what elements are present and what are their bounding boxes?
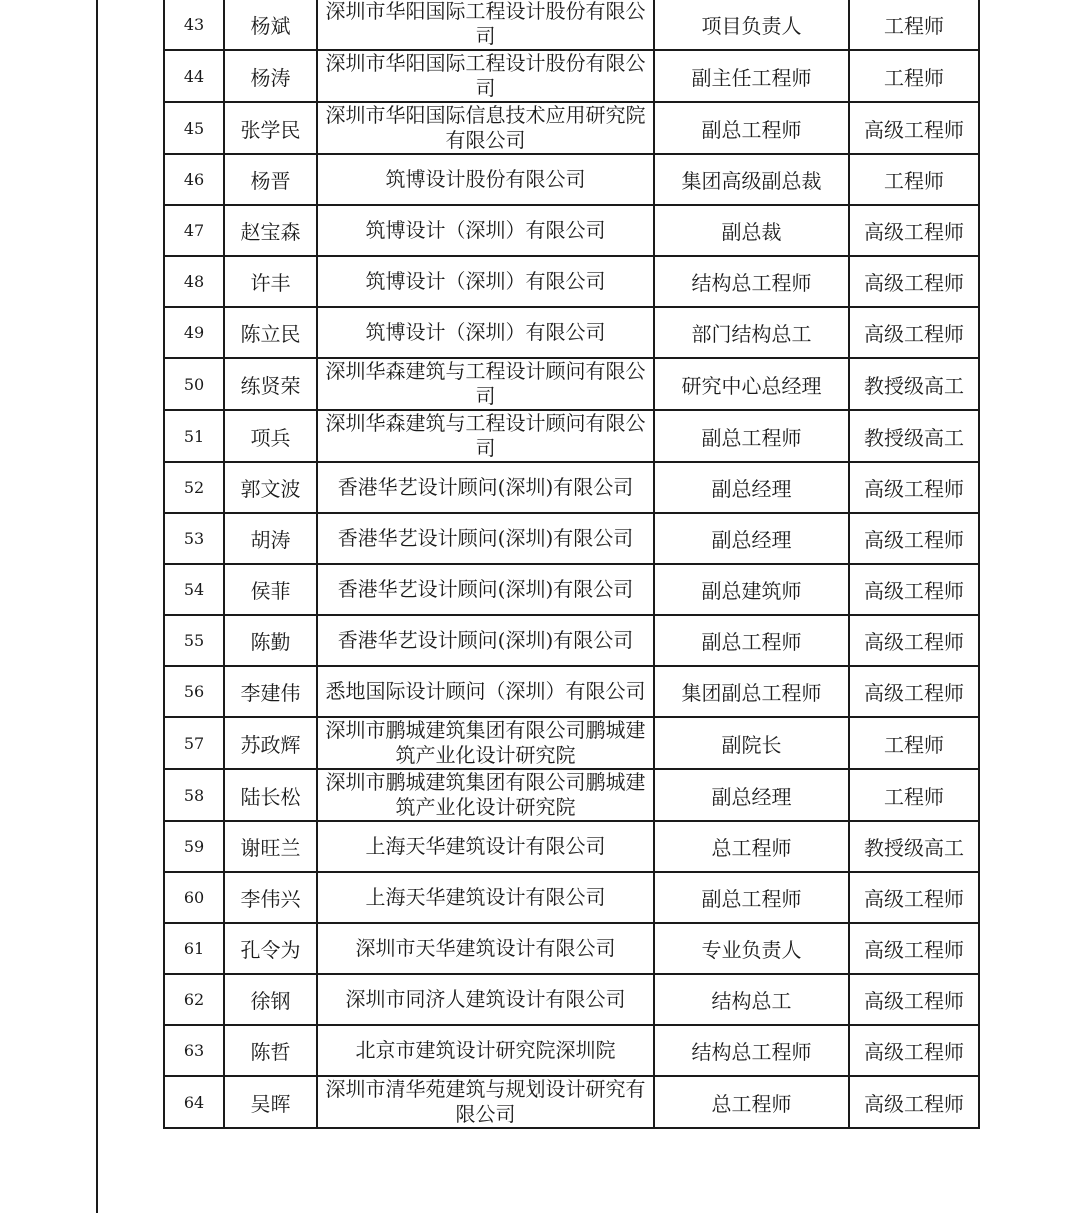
professional-title-cell: 高级工程师 [849,564,979,615]
table-row [164,923,979,974]
row-number-cell: 59 [164,821,224,872]
professional-title-cell: 教授级高工 [849,410,979,462]
professional-title-cell: 工程师 [849,717,979,769]
position-title-cell: 结构总工 [654,974,849,1025]
company-name-cell: 深圳市清华苑建筑与规划设计研究有限公司 [317,1076,654,1128]
row-number-cell: 50 [164,358,224,410]
row-number-cell: 60 [164,872,224,923]
person-name-cell: 徐钢 [224,974,317,1025]
table-row [164,205,979,256]
row-number-cell: 46 [164,154,224,205]
company-name-cell: 深圳市鹏城建筑集团有限公司鹏城建筑产业化设计研究院 [317,717,654,769]
person-name-cell: 陈哲 [224,1025,317,1076]
position-title-cell: 副总经理 [654,513,849,564]
position-title-cell: 部门结构总工 [654,307,849,358]
professional-title-cell: 工程师 [849,0,979,50]
table-row [164,154,979,205]
person-name-cell: 陆长松 [224,769,317,821]
row-number-cell: 49 [164,307,224,358]
company-name-cell: 深圳华森建筑与工程设计顾问有限公司 [317,358,654,410]
table-row [164,974,979,1025]
table-row [164,666,979,717]
table-row [164,0,979,50]
company-name-cell: 深圳市华阳国际信息技术应用研究院有限公司 [317,102,654,154]
row-number-cell: 52 [164,462,224,513]
table-row [164,50,979,102]
person-name-cell: 李伟兴 [224,872,317,923]
row-number-cell: 44 [164,50,224,102]
row-number-cell: 58 [164,769,224,821]
company-name-cell: 筑博设计股份有限公司 [317,154,654,205]
table-row [164,358,979,410]
table-row [164,256,979,307]
company-name-cell: 北京市建筑设计研究院深圳院 [317,1025,654,1076]
position-title-cell: 副总裁 [654,205,849,256]
person-name-cell: 陈勤 [224,615,317,666]
table-row [164,769,979,821]
company-name-cell: 筑博设计（深圳）有限公司 [317,307,654,358]
professional-title-cell: 高级工程师 [849,666,979,717]
company-name-cell: 筑博设计（深圳）有限公司 [317,205,654,256]
company-name-cell: 深圳市华阳国际工程设计股份有限公司 [317,0,654,50]
person-name-cell: 杨斌 [224,0,317,50]
company-name-cell: 筑博设计（深圳）有限公司 [317,256,654,307]
row-number-cell: 53 [164,513,224,564]
row-number-cell: 45 [164,102,224,154]
table-row [164,102,979,154]
person-name-cell: 杨涛 [224,50,317,102]
company-name-cell: 深圳市天华建筑设计有限公司 [317,923,654,974]
row-number-cell: 64 [164,1076,224,1128]
row-number-cell: 57 [164,717,224,769]
position-title-cell: 副总建筑师 [654,564,849,615]
position-title-cell: 副总工程师 [654,872,849,923]
person-name-cell: 谢旺兰 [224,821,317,872]
person-name-cell: 郭文波 [224,462,317,513]
professional-title-cell: 高级工程师 [849,205,979,256]
professional-title-cell: 高级工程师 [849,615,979,666]
professional-title-cell: 教授级高工 [849,358,979,410]
professional-title-cell: 高级工程师 [849,923,979,974]
table-row [164,1076,979,1128]
row-number-cell: 48 [164,256,224,307]
position-title-cell: 总工程师 [654,1076,849,1128]
person-name-cell: 李建伟 [224,666,317,717]
row-number-cell: 56 [164,666,224,717]
person-name-cell: 练贤荣 [224,358,317,410]
row-number-cell: 47 [164,205,224,256]
person-name-cell: 胡涛 [224,513,317,564]
position-title-cell: 副总工程师 [654,615,849,666]
row-number-cell: 62 [164,974,224,1025]
position-title-cell: 副总经理 [654,462,849,513]
row-number-cell: 51 [164,410,224,462]
person-name-cell: 孔令为 [224,923,317,974]
person-name-cell: 赵宝森 [224,205,317,256]
professional-title-cell: 工程师 [849,50,979,102]
professional-title-cell: 工程师 [849,154,979,205]
professional-title-cell: 高级工程师 [849,256,979,307]
page-margin-line [96,0,98,1213]
row-number-cell: 63 [164,1025,224,1076]
company-name-cell: 深圳华森建筑与工程设计顾问有限公司 [317,410,654,462]
table-row [164,410,979,462]
position-title-cell: 副总工程师 [654,102,849,154]
company-name-cell: 深圳市鹏城建筑集团有限公司鹏城建筑产业化设计研究院 [317,769,654,821]
position-title-cell: 副总经理 [654,769,849,821]
table-row [164,564,979,615]
company-name-cell: 香港华艺设计顾问(深圳)有限公司 [317,513,654,564]
table-body [164,0,979,1128]
personnel-table [163,0,980,1129]
company-name-cell: 悉地国际设计顾问（深圳）有限公司 [317,666,654,717]
professional-title-cell: 教授级高工 [849,821,979,872]
position-title-cell: 结构总工程师 [654,1025,849,1076]
table-row [164,307,979,358]
professional-title-cell: 高级工程师 [849,1025,979,1076]
table-row [164,872,979,923]
position-title-cell: 副院长 [654,717,849,769]
professional-title-cell: 高级工程师 [849,974,979,1025]
position-title-cell: 专业负责人 [654,923,849,974]
position-title-cell: 总工程师 [654,821,849,872]
position-title-cell: 结构总工程师 [654,256,849,307]
professional-title-cell: 高级工程师 [849,1076,979,1128]
person-name-cell: 杨晋 [224,154,317,205]
company-name-cell: 上海天华建筑设计有限公司 [317,821,654,872]
table-row [164,717,979,769]
professional-title-cell: 高级工程师 [849,872,979,923]
person-name-cell: 陈立民 [224,307,317,358]
row-number-cell: 61 [164,923,224,974]
person-name-cell: 吴晖 [224,1076,317,1128]
table-row [164,1025,979,1076]
table-row [164,462,979,513]
table-row [164,513,979,564]
company-name-cell: 深圳市同济人建筑设计有限公司 [317,974,654,1025]
professional-title-cell: 高级工程师 [849,513,979,564]
position-title-cell: 研究中心总经理 [654,358,849,410]
person-name-cell: 侯菲 [224,564,317,615]
professional-title-cell: 高级工程师 [849,307,979,358]
professional-title-cell: 高级工程师 [849,102,979,154]
person-name-cell: 张学民 [224,102,317,154]
position-title-cell: 副总工程师 [654,410,849,462]
person-name-cell: 许丰 [224,256,317,307]
company-name-cell: 香港华艺设计顾问(深圳)有限公司 [317,615,654,666]
company-name-cell: 上海天华建筑设计有限公司 [317,872,654,923]
person-name-cell: 项兵 [224,410,317,462]
table-row [164,615,979,666]
person-name-cell: 苏政辉 [224,717,317,769]
position-title-cell: 项目负责人 [654,0,849,50]
position-title-cell: 集团副总工程师 [654,666,849,717]
company-name-cell: 香港华艺设计顾问(深圳)有限公司 [317,462,654,513]
company-name-cell: 深圳市华阳国际工程设计股份有限公司 [317,50,654,102]
table-row [164,821,979,872]
row-number-cell: 54 [164,564,224,615]
position-title-cell: 集团高级副总裁 [654,154,849,205]
position-title-cell: 副主任工程师 [654,50,849,102]
row-number-cell: 55 [164,615,224,666]
row-number-cell: 43 [164,0,224,50]
professional-title-cell: 高级工程师 [849,462,979,513]
company-name-cell: 香港华艺设计顾问(深圳)有限公司 [317,564,654,615]
professional-title-cell: 工程师 [849,769,979,821]
